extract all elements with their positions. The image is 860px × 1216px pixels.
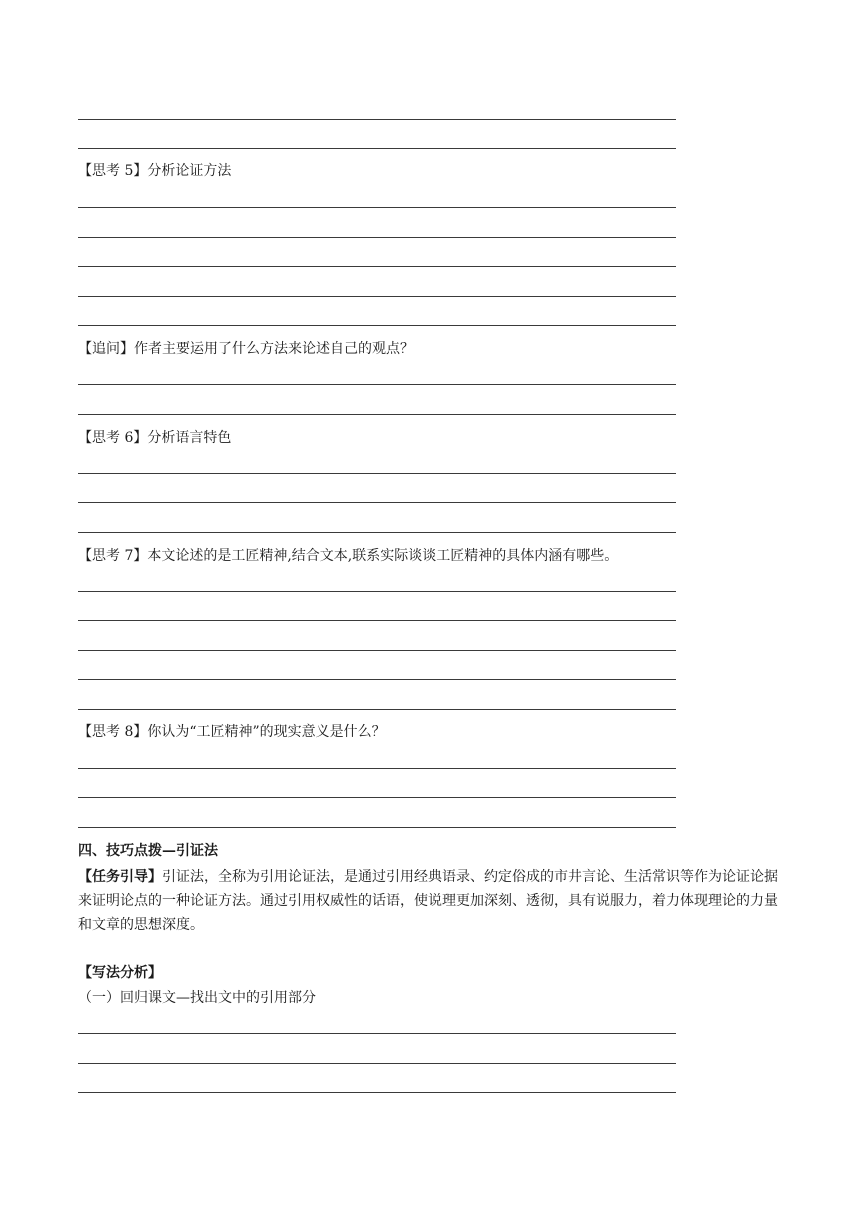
answer-line: [78, 384, 676, 385]
task-guide-label: 【任务引导】: [78, 869, 162, 885]
answer-line: [78, 679, 676, 680]
answer-line: [78, 620, 676, 621]
answer-line: [78, 797, 676, 798]
question-think-7: 【思考 7】本文论述的是工匠精神,结合文本,联系实际谈谈工匠精神的具体内涵有哪些。: [78, 548, 619, 564]
answer-line: [78, 296, 676, 297]
answer-line: [78, 768, 676, 769]
answer-line: [78, 414, 676, 415]
answer-line: [78, 207, 676, 208]
question-followup: 【追问】作者主要运用了什么方法来论述自己的观点？: [78, 341, 414, 357]
answer-line: [78, 709, 676, 710]
question-think-6: 【思考 6】分析语言特色: [78, 430, 232, 446]
answer-line: [78, 148, 676, 149]
question-think-5: 【思考 5】分析论证方法: [78, 163, 232, 179]
answer-line: [78, 325, 676, 326]
task-guide-paragraph: [78, 865, 778, 937]
answer-line: [78, 119, 676, 120]
writing-analysis-heading: 【写法分析】: [78, 965, 162, 981]
answer-line: [78, 1092, 676, 1093]
answer-line: [78, 237, 676, 238]
answer-line: [78, 266, 676, 267]
answer-line: [78, 591, 676, 592]
answer-line: [78, 473, 676, 474]
answer-line: [78, 502, 676, 503]
answer-line: [78, 827, 676, 828]
task-guide-text: 引证法，全称为引用论证法，是通过引用经典语录、约定俗成的市井言论、生活常识等作为论证论据来证明论点的一种论证方法。通过引用权威性的话语，使说理更加深刻、透彻，具有说服力，着力体现理论的力量和文章的思想深度。: [78, 869, 778, 933]
answer-line: [78, 650, 676, 651]
answer-line: [78, 532, 676, 533]
section-heading: 四、技巧点拨—引证法: [78, 843, 218, 859]
question-think-8: 【思考 8】你认为“工匠精神”的现实意义是什么？: [78, 724, 386, 740]
answer-line: [78, 1063, 676, 1064]
answer-line: [78, 1033, 676, 1034]
subsection-heading: （一）回归课文—找出文中的引用部分: [78, 990, 316, 1006]
